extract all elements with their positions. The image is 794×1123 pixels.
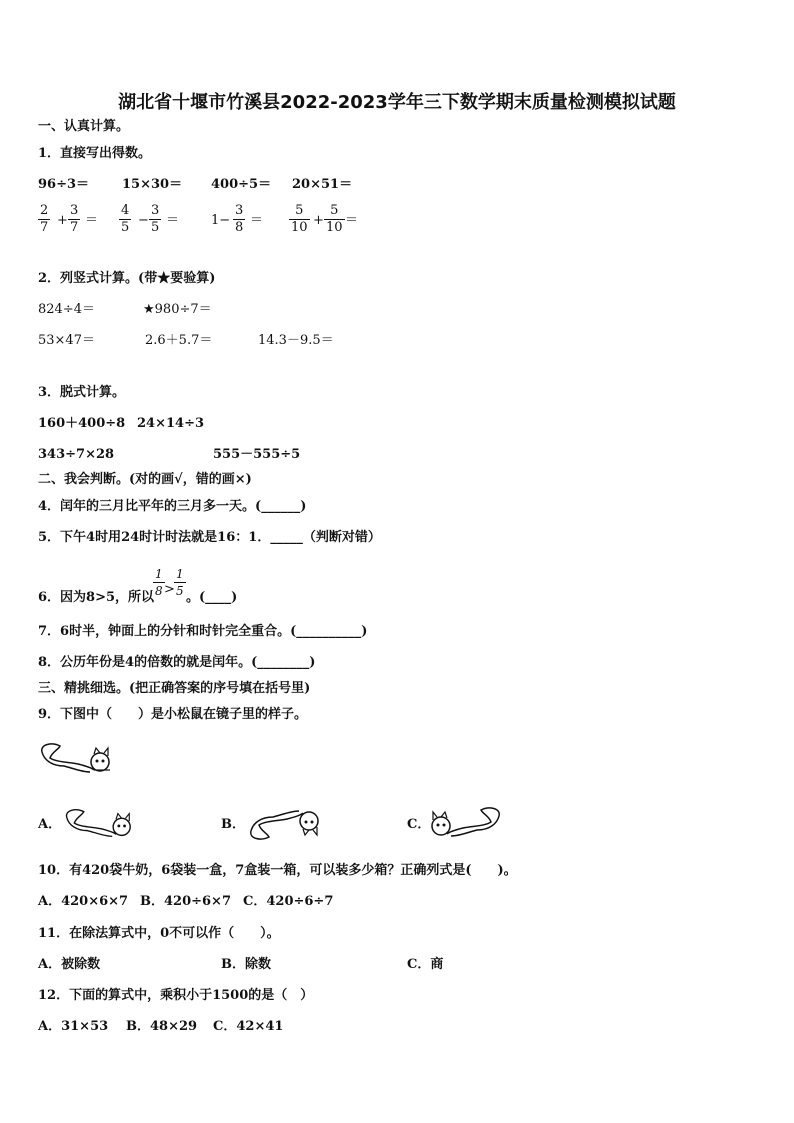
q9-option-c[interactable]: C． [407, 817, 431, 832]
q2-item: 2.6＋5.7＝ [145, 333, 213, 348]
q1-item: 15×30＝ [122, 177, 183, 192]
fraction: 5 10 [326, 203, 343, 235]
equals: ＝ [85, 213, 99, 228]
q6-pre: 6．因为8>5，所以 [38, 590, 155, 605]
squirrel-option-b-image [247, 805, 321, 843]
q9-stem: 9．下图中（ ）是小松鼠在镜子里的样子。 [38, 707, 308, 722]
q3-label: 3．脱式计算。 [38, 385, 126, 400]
equals: ＝ [250, 213, 264, 228]
squirrel-option-c-image [429, 804, 503, 842]
q11-option-a[interactable]: A．被除数 [38, 957, 101, 972]
q2-item: ★980÷7＝ [143, 302, 212, 317]
fraction: 3 8 [235, 203, 244, 235]
q9-option-a[interactable]: A． [38, 817, 62, 832]
q3-item: 555－555÷5 [213, 447, 301, 462]
q12-option-a[interactable]: A．31×53 [38, 1019, 109, 1034]
q10-option-c[interactable]: C．420÷6÷7 [243, 894, 334, 909]
fraction: 4 5 [121, 203, 130, 235]
lead-term: 1− [211, 213, 231, 228]
q2-item: 14.3－9.5＝ [258, 333, 334, 348]
operator: + [313, 213, 324, 228]
q4: 4．闰年的三月比平年的三月多一天。(______) [38, 499, 307, 514]
section-2-heading: 二、我会判断。(对的画√，错的画×) [38, 472, 252, 487]
q1-label: 1．直接写出得数。 [38, 146, 152, 161]
fraction: 1 8 [155, 567, 163, 598]
section-1-heading: 一、认真计算。 [38, 119, 130, 134]
q1-item: 400÷5＝ [211, 177, 272, 192]
q12-option-b[interactable]: B．48×29 [126, 1019, 198, 1034]
q10-stem: 10．有420袋牛奶，6袋装一盒，7盒装一箱，可以装多少箱？正确列式是( )。 [38, 863, 517, 878]
q3-item: 160＋400÷8 [38, 416, 126, 431]
squirrel-option-a-image [62, 806, 134, 842]
q5: 5．下午4时用24时计时法就是16：1．_____（判断对错） [38, 530, 381, 545]
equals: ＝ [345, 213, 359, 228]
fraction: 1 5 [176, 567, 184, 598]
q1-item: 96÷3＝ [38, 177, 90, 192]
q2-label: 2．列竖式计算。(带★要验算) [38, 271, 216, 286]
q1-item: 20×51＝ [292, 177, 353, 192]
squirrel-image [38, 740, 112, 778]
q6-post: 。(____) [186, 590, 238, 605]
fraction: 5 10 [291, 203, 308, 235]
q11-option-b[interactable]: B．除数 [221, 957, 271, 972]
q10-option-b[interactable]: B．420÷6×7 [140, 894, 232, 909]
q12-stem: 12．下面的算式中，乘积小于1500的是（ ） [38, 988, 314, 1003]
equals: ＝ [166, 213, 180, 228]
q11-stem: 11．在除法算式中，0不可以作（ ）。 [38, 926, 280, 941]
operator: + [57, 213, 68, 228]
page-title: 湖北省十堰市竹溪县2022-2023学年三下数学期末质量检测模拟试题 [118, 92, 676, 113]
fraction: 2 7 [40, 203, 49, 235]
q2-item: 824÷4＝ [38, 302, 95, 317]
q10-option-a[interactable]: A．420×6×7 [38, 894, 129, 909]
q8: 8．公历年份是4的倍数的就是闰年。(________) [38, 655, 316, 670]
fraction: 3 5 [151, 203, 160, 235]
q3-item: 343÷7×28 [38, 447, 115, 462]
q7: 7．6时半，钟面上的分针和时针完全重合。(__________) [38, 624, 368, 639]
q11-option-c[interactable]: C．商 [407, 957, 444, 972]
q9-option-b[interactable]: B． [221, 817, 245, 832]
q2-item: 53×47＝ [38, 333, 95, 348]
greater-than: > [164, 582, 175, 597]
q12-option-c[interactable]: C．42×41 [213, 1019, 284, 1034]
fraction: 3 7 [70, 203, 79, 235]
section-3-heading: 三、精挑细选。(把正确答案的序号填在括号里) [38, 681, 311, 696]
operator: − [138, 213, 149, 228]
q3-item: 24×14÷3 [137, 416, 205, 431]
